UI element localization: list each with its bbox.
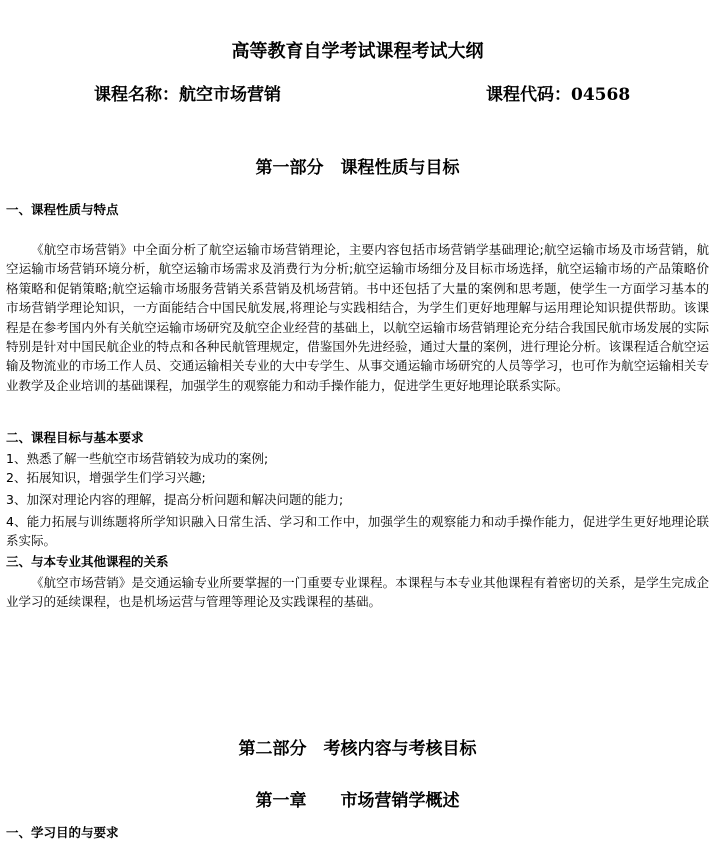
paragraph-nature: 《航空市场营销》中全面分析了航空运输市场营销理论，主要内容包括市场营销学基础理论;航空运输市场及市场营销，航空运输市场营销环境分析，航空运输市场需求及消费行为分析;航空运输市场细分及目标市场选择，航空运输市场的产品策略价格策略和促销策略;航空运输市场服务营销关系营销及机场营销。书中还包括了大量的案例和思考题，使学生一方面学习基本的市场营销学理论知识，一方面能结合中国民航发展,将理论与实践相结合，为学生们更好地理解与运用理论知识提供帮助。该课程是在参考国内外有关航空运输市场研究及航空企业经营的基础上，以航空运输市场营销理论充分结合我国民航市场发展的实际特别是针对中国民航企业的特点和各种民航管理规定，借鉴国外先进经验，通过大量的案例，进行理论分析。该课程适合航空运输及物流业的市场工作人员、交通运输相关专业的大中专学生、从事交通运输市场研究的人员等学习，也可作为航空运输相关专业教学及企业培训的基础课程，加强学生的观察能力和动手操作能力，促进学生更好地理论联系实际。 bbox=[6, 242, 709, 393]
chapter1-heading: 第一章 市场营销学概述 bbox=[255, 791, 460, 811]
part2-heading: 第二部分 考核内容与考核目标 bbox=[238, 739, 477, 759]
document-title: 高等教育自学考试课程考试大纲 bbox=[231, 41, 484, 62]
section-heading-relations: 三、与本专业其他课程的关系 bbox=[6, 554, 169, 569]
section-heading-goals: 二、课程目标与基本要求 bbox=[6, 430, 144, 445]
paragraph-relations: 《航空市场营销》是交通运输专业所要掌握的一门重要专业课程。本课程与本专业其他课程有着密切的关系，是学生完成企业学习的延续课程，也是机场运营与管理等理论及实践课程的基础。 bbox=[6, 575, 709, 610]
section-heading-objectives: 一、学习目的与要求 bbox=[6, 825, 119, 840]
part1-heading: 第一部分 课程性质与目标 bbox=[255, 158, 460, 178]
course-code: 课程代码：04568 bbox=[486, 85, 631, 105]
goal-item-4: 4、能力拓展与训练题将所学知识融入日常生活、学习和工作中，加强学生的观察能力和动手操作能力，促进学生更好地理论联系实际。 bbox=[6, 514, 709, 549]
section-heading-nature: 一、课程性质与特点 bbox=[6, 202, 119, 217]
goal-item-3: 3、加深对理论内容的理解，提高分析问题和解决问题的能力; bbox=[6, 492, 344, 507]
goal-item-1: 1、熟悉了解一些航空市场营销较为成功的案例; bbox=[6, 451, 269, 466]
course-name: 课程名称：航空市场营销 bbox=[94, 85, 281, 105]
goal-item-2: 2、拓展知识，增强学生们学习兴趣; bbox=[6, 470, 206, 485]
